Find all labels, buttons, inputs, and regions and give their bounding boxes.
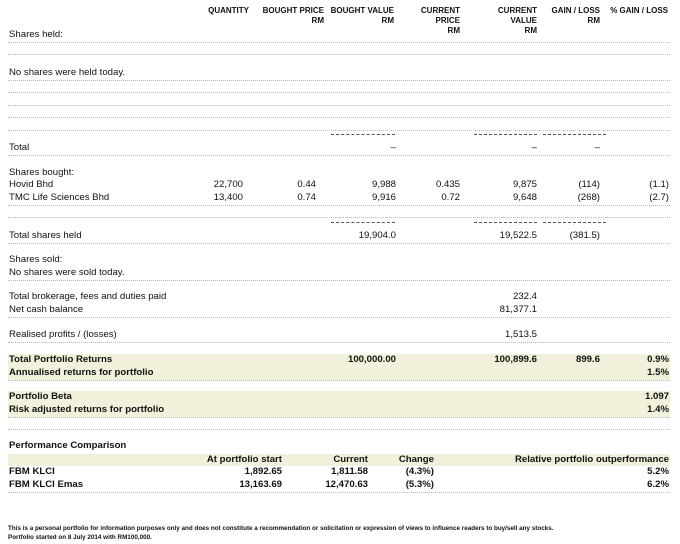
table-row bbox=[8, 479, 670, 492]
header-current-price-label: CURRENT PRICE bbox=[420, 6, 460, 25]
portfolio-returns-row bbox=[8, 354, 670, 367]
total-shares-held-row bbox=[8, 230, 670, 243]
table-row bbox=[8, 192, 670, 205]
stock-gain-loss: (268) bbox=[577, 192, 600, 203]
index-relative: 6.2% bbox=[647, 479, 669, 490]
row-divider bbox=[8, 80, 670, 81]
row-divider bbox=[8, 92, 670, 93]
realised-profits-label: Realised profits / (losses) bbox=[9, 329, 117, 340]
portfolio-returns-pct: 0.9% bbox=[647, 354, 669, 365]
index-current: 1,811.58 bbox=[331, 466, 368, 477]
cash-balance-label: Net cash balance bbox=[9, 304, 84, 315]
shares-held-total-row bbox=[8, 142, 670, 155]
row-divider bbox=[8, 342, 670, 343]
stock-current-value: 9,875 bbox=[512, 179, 537, 190]
row-divider bbox=[8, 155, 670, 156]
header-quantity-label: QUANTITY bbox=[208, 6, 249, 15]
header-current-value-label: CURRENT VALUE bbox=[497, 6, 537, 25]
shares-held-empty-row bbox=[8, 67, 670, 80]
row-divider bbox=[8, 243, 670, 244]
index-start: 1,892.65 bbox=[244, 466, 282, 477]
header-gain-loss-unit: RM bbox=[587, 16, 600, 25]
portfolio-returns-label: Total Portfolio Returns bbox=[9, 354, 113, 365]
performance-header-row bbox=[8, 454, 670, 466]
brokerage-value: 232.4 bbox=[512, 291, 537, 302]
header-current-value-unit: RM bbox=[524, 26, 537, 35]
subtotal-dash bbox=[543, 134, 606, 135]
performance-col-relative: Relative portfolio outperformance bbox=[514, 454, 669, 465]
header-bought-price-unit: RM bbox=[311, 16, 324, 25]
portfolio-returns-current-value: 100,899.6 bbox=[494, 354, 537, 365]
shares-bought-title: Shares bought: bbox=[9, 167, 75, 178]
row-divider bbox=[8, 492, 670, 493]
subtotal-dash bbox=[331, 222, 395, 223]
total-shares-held-label: Total shares held bbox=[9, 230, 82, 241]
index-relative: 5.2% bbox=[647, 466, 669, 477]
header-gain-loss bbox=[545, 6, 600, 26]
performance-col-change: Change bbox=[398, 454, 434, 465]
row-divider bbox=[8, 280, 670, 281]
annualised-returns-row bbox=[8, 367, 670, 380]
shares-held-empty-text: No shares were held today. bbox=[9, 67, 126, 78]
shares-held-title: Shares held: bbox=[9, 29, 63, 40]
subtotal-dash bbox=[543, 222, 606, 223]
brokerage-row bbox=[8, 291, 670, 304]
index-change: (5.3%) bbox=[405, 479, 434, 490]
shares-sold-empty-text: No shares were sold today. bbox=[9, 267, 125, 278]
row-divider bbox=[8, 205, 670, 206]
index-name: FBM KLCI Emas bbox=[9, 479, 84, 490]
shares-sold-title: Shares sold: bbox=[9, 254, 63, 265]
stock-bought-price: 0.74 bbox=[297, 192, 316, 203]
stock-gain-loss: (114) bbox=[578, 179, 600, 190]
risk-adjusted-label: Risk adjusted returns for portfolio bbox=[9, 404, 165, 415]
shares-sold-empty-row bbox=[8, 267, 670, 280]
header-bought-value bbox=[330, 6, 394, 26]
performance-col-current: Current bbox=[333, 454, 368, 465]
stock-current-price: 0.435 bbox=[435, 179, 460, 190]
header-gain-loss-label: GAIN / LOSS bbox=[551, 6, 600, 15]
shares-bought-title-row bbox=[8, 167, 670, 180]
performance-title: Performance Comparison bbox=[9, 440, 127, 451]
total-shares-held-gain-loss: (381.5) bbox=[569, 230, 600, 241]
row-divider bbox=[8, 42, 670, 43]
row-divider bbox=[8, 105, 670, 106]
performance-col-start: At portfolio start bbox=[206, 454, 282, 465]
portfolio-returns-bought-value: 100,000.00 bbox=[347, 354, 396, 365]
brokerage-label: Total brokerage, fees and duties paid bbox=[9, 291, 167, 302]
stock-pct-gain-loss: (1.1) bbox=[649, 179, 669, 190]
stock-bought-value: 9,988 bbox=[371, 179, 396, 190]
portfolio-start-note: Portfolio started on 8 July 2014 with RM100,000. bbox=[8, 534, 152, 541]
row-divider bbox=[8, 130, 670, 131]
annualised-returns-label: Annualised returns for portfolio bbox=[9, 367, 154, 378]
stock-bought-value: 9,916 bbox=[371, 192, 396, 203]
portfolio-beta-row bbox=[8, 391, 670, 404]
index-name: FBM KLCI bbox=[9, 466, 55, 477]
stock-pct-gain-loss: (2.7) bbox=[649, 192, 669, 203]
shares-held-total-label: Total bbox=[9, 142, 30, 153]
performance-title-row bbox=[8, 440, 670, 453]
stock-name: Hovid Bhd bbox=[9, 179, 54, 190]
disclaimer-text: This is a personal portfolio for information purposes only and does not constitute a recommendation or solicitation or expression of views to influence readers to buy/sell any stocks. bbox=[8, 525, 554, 532]
stock-current-value: 9,648 bbox=[512, 192, 537, 203]
row-divider bbox=[8, 429, 670, 430]
shares-held-total-bought-value: – bbox=[390, 142, 396, 153]
header-pct-gain-loss-label: % GAIN / LOSS bbox=[610, 6, 668, 15]
portfolio-beta-label: Portfolio Beta bbox=[9, 391, 72, 402]
total-shares-held-bought-value: 19,904.0 bbox=[358, 230, 396, 241]
shares-held-total-gain-loss: – bbox=[594, 142, 600, 153]
header-bought-price bbox=[262, 6, 324, 26]
stock-current-price: 0.72 bbox=[441, 192, 460, 203]
header-bought-value-unit: RM bbox=[381, 16, 394, 25]
cash-balance-row bbox=[8, 304, 670, 317]
row-divider bbox=[8, 217, 670, 218]
table-row bbox=[8, 466, 670, 479]
index-change: (4.3%) bbox=[405, 466, 434, 477]
index-current: 12,470.63 bbox=[325, 479, 368, 490]
index-start: 13,163.69 bbox=[239, 479, 282, 490]
header-quantity bbox=[204, 6, 249, 16]
header-pct-gain-loss bbox=[604, 6, 668, 16]
stock-quantity: 22,700 bbox=[213, 179, 243, 190]
header-bought-price-label: BOUGHT PRICE bbox=[262, 6, 324, 15]
realised-profits-value: 1,513.5 bbox=[504, 329, 537, 340]
shares-held-title-row bbox=[8, 29, 670, 42]
row-divider bbox=[8, 380, 670, 381]
stock-name: TMC Life Sciences Bhd bbox=[9, 192, 110, 203]
portfolio-returns-gain: 899.6 bbox=[575, 354, 600, 365]
header-current-price-unit: RM bbox=[447, 26, 460, 35]
annualised-returns-value: 1.5% bbox=[647, 367, 669, 378]
risk-adjusted-row bbox=[8, 404, 670, 417]
shares-held-total-current-value: – bbox=[531, 142, 537, 153]
total-shares-held-current-value: 19,522.5 bbox=[499, 230, 537, 241]
row-divider bbox=[8, 417, 670, 418]
row-divider bbox=[8, 117, 670, 118]
row-divider bbox=[8, 54, 670, 55]
shares-sold-title-row bbox=[8, 254, 670, 267]
cash-balance-value: 81,377.1 bbox=[499, 304, 537, 315]
subtotal-dash bbox=[474, 222, 537, 223]
subtotal-dash bbox=[474, 134, 537, 135]
portfolio-beta-value: 1.097 bbox=[644, 391, 669, 402]
realised-profits-row bbox=[8, 329, 670, 342]
header-bought-value-label: BOUGHT VALUE bbox=[330, 6, 394, 15]
stock-quantity: 13,400 bbox=[213, 192, 243, 203]
table-row bbox=[8, 179, 670, 192]
stock-bought-price: 0.44 bbox=[297, 179, 316, 190]
row-divider bbox=[8, 317, 670, 318]
risk-adjusted-value: 1.4% bbox=[647, 404, 669, 415]
subtotal-dash bbox=[331, 134, 395, 135]
